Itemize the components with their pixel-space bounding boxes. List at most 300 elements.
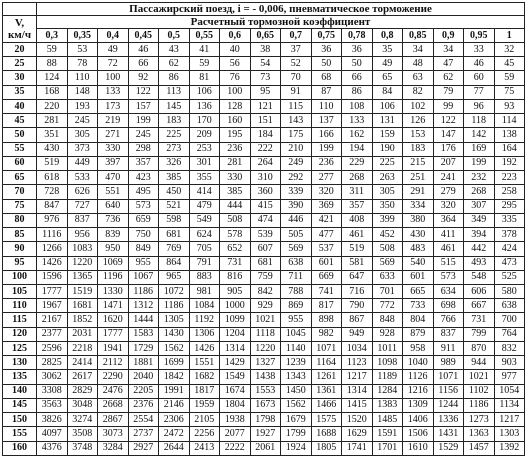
distance-cell: 394 [464,228,495,242]
distance-cell: 495 [128,185,159,199]
distance-cell: 168 [37,85,68,99]
distance-cell: 580 [494,284,525,298]
distance-cell: 1069 [98,256,129,270]
distance-cell: 102 [403,99,434,113]
distance-cell: 2167 [37,313,68,327]
distance-cell: 75 [494,85,525,99]
distance-cell: 569 [281,242,312,256]
distance-cell: 766 [433,313,464,327]
distance-cell: 700 [494,313,525,327]
distance-cell: 335 [494,213,525,227]
distance-cell: 1071 [433,370,464,384]
distance-cell: 1406 [403,413,434,427]
table-row [3,299,525,313]
coefficient-header: 0,8 [372,29,403,43]
distance-cell: 423 [128,171,159,185]
distance-cell: 837 [67,213,98,227]
distance-cell: 68 [311,71,342,85]
distance-cell: 3563 [37,398,68,412]
distance-cell: 799 [464,327,495,341]
distance-cell: 79 [433,85,464,99]
distance-cell: 3274 [67,413,98,427]
distance-cell: 133 [342,114,373,128]
distance-cell: 1596 [37,270,68,284]
distance-cell: 1309 [403,398,434,412]
distance-cell: 59 [37,43,68,57]
table-row [3,313,525,327]
distance-cell: 1040 [403,356,434,370]
distance-cell: 1284 [372,384,403,398]
distance-cell: 981 [189,284,220,298]
distance-cell: 449 [67,156,98,170]
distance-cell: 199 [311,142,342,156]
distance-cell: 1045 [281,327,312,341]
distance-cell: 470 [98,171,129,185]
distance-cell: 1186 [464,398,495,412]
distance-cell: 581 [342,256,373,270]
distance-cell: 100 [220,85,251,99]
distance-cell: 1426 [189,341,220,355]
distance-cell: 334 [403,199,434,213]
distance-cell: 220 [37,99,68,113]
distance-cell: 728 [37,185,68,199]
distance-cell: 832 [494,341,525,355]
speed-cell: 35 [3,85,37,99]
distance-cell: 249 [281,156,312,170]
distance-cell: 1083 [67,242,98,256]
distance-cell: 848 [372,313,403,327]
distance-cell: 142 [464,128,495,142]
distance-cell: 78 [67,57,98,71]
distance-cell: 741 [311,284,342,298]
speed-cell: 160 [3,441,37,455]
distance-cell: 1729 [128,341,159,355]
distance-cell: 493 [464,256,495,270]
distance-cell: 1682 [189,370,220,384]
table-row [3,128,525,142]
distance-cell: 477 [311,228,342,242]
distance-cell: 96 [464,99,495,113]
distance-cell: 2867 [98,413,129,427]
distance-cell: 1140 [281,341,312,355]
distance-cell: 1273 [464,413,495,427]
distance-cell: 1688 [311,427,342,441]
distance-cell: 2644 [159,441,190,455]
coefficient-group-header: Расчетный тормозной коэффициент [37,16,525,29]
distance-cell: 1553 [250,384,281,398]
distance-cell: 86 [342,85,373,99]
distance-cell: 49 [372,57,403,71]
speed-cell: 135 [3,370,37,384]
distance-cell: 772 [372,299,403,313]
distance-cell: 929 [250,299,281,313]
table-row [3,199,525,213]
speed-cell: 125 [3,341,37,355]
speed-cell: 145 [3,398,37,412]
distance-cell: 2205 [128,384,159,398]
distance-cell: 50 [342,57,373,71]
distance-cell: 62 [433,71,464,85]
distance-cell: 63 [403,71,434,85]
distance-cell: 508 [220,213,251,227]
distance-cell: 1054 [494,384,525,398]
distance-cell: 349 [464,213,495,227]
distance-cell: 638 [281,256,312,270]
distance-cell: 193 [67,99,98,113]
distance-cell: 263 [372,171,403,185]
distance-cell: 733 [403,299,434,313]
distance-cell: 1591 [372,427,403,441]
distance-cell: 474 [250,213,281,227]
distance-cell: 1196 [98,270,129,284]
table-row [3,242,525,256]
distance-cell: 1575 [311,413,342,427]
distance-cell: 151 [250,114,281,128]
distance-cell: 110 [67,71,98,85]
distance-cell: 2476 [98,384,129,398]
distance-cell: 2829 [67,384,98,398]
distance-cell: 106 [372,99,403,113]
distance-cell: 2146 [159,398,190,412]
distance-cell: 47 [433,57,464,71]
distance-cell: 49 [98,43,129,57]
speed-cell: 60 [3,156,37,170]
distance-cell: 369 [311,199,342,213]
distance-cell: 357 [128,156,159,170]
speed-cell: 75 [3,199,37,213]
distance-cell: 573 [128,199,159,213]
table-row [3,71,525,85]
speed-cell: 155 [3,427,37,441]
distance-cell: 41 [189,43,220,57]
distance-cell: 3826 [37,413,68,427]
distance-cell: 1011 [372,341,403,355]
distance-cell: 1192 [189,313,220,327]
distance-cell: 698 [433,299,464,313]
distance-cell: 298 [128,142,159,156]
distance-cell: 46 [464,57,495,71]
distance-cell: 549 [189,213,220,227]
distance-cell: 40 [220,43,251,57]
distance-cell: 1673 [250,398,281,412]
distance-cell: 37 [281,43,312,57]
table-row [3,427,525,441]
speed-column-header [3,16,37,43]
distance-cell: 870 [464,341,495,355]
distance-cell: 65 [372,71,403,85]
distance-cell: 2554 [128,413,159,427]
distance-cell: 1457 [464,441,495,455]
distance-cell: 944 [464,356,495,370]
distance-cell: 1186 [128,284,159,298]
distance-cell: 77 [464,85,495,99]
distance-cell: 1415 [342,398,373,412]
distance-cell: 339 [281,185,312,199]
distance-cell: 540 [403,256,434,270]
distance-cell: 1305 [159,313,190,327]
distance-cell: 268 [342,171,373,185]
table-row [3,228,525,242]
distance-cell: 385 [159,171,190,185]
distance-cell: 539 [250,228,281,242]
distance-cell: 1562 [281,398,312,412]
distance-cell: 1186 [159,299,190,313]
distance-cell: 320 [433,199,464,213]
distance-cell: 1244 [433,398,464,412]
distance-cell: 1681 [67,299,98,313]
distance-cell: 849 [128,242,159,256]
distance-cell: 1991 [159,384,190,398]
distance-cell: 295 [494,199,525,213]
distance-cell: 271 [98,128,129,142]
distance-cell: 1123 [342,356,373,370]
distance-cell: 647 [342,270,373,284]
speed-cell: 95 [3,256,37,270]
distance-cell: 2472 [159,427,190,441]
distance-cell: 110 [311,99,342,113]
distance-cell: 1551 [189,356,220,370]
speed-cell: 120 [3,327,37,341]
distance-cell: 50 [311,57,342,71]
speed-cell: 40 [3,99,37,113]
distance-cell: 253 [189,142,220,156]
distance-cell: 681 [250,256,281,270]
distance-cell: 928 [372,327,403,341]
distance-cell: 1118 [250,327,281,341]
distance-cell: 43 [159,43,190,57]
distance-cell: 788 [281,284,312,298]
table-row [3,398,525,412]
distance-cell: 1217 [494,413,525,427]
distance-cell: 461 [342,228,373,242]
distance-cell: 1116 [37,228,68,242]
table-row [3,114,525,128]
distance-cell: 281 [37,114,68,128]
table-row [3,99,525,113]
distance-cell: 133 [98,85,129,99]
table-row [3,370,525,384]
distance-cell: 292 [281,171,312,185]
distance-cell: 817 [311,299,342,313]
distance-cell: 430 [37,142,68,156]
distance-cell: 1674 [220,384,251,398]
table-row [3,142,525,156]
distance-cell: 1220 [250,341,281,355]
distance-cell: 184 [250,128,281,142]
distance-cell: 711 [281,270,312,284]
distance-cell: 640 [98,199,129,213]
distance-cell: 837 [433,327,464,341]
distance-cell: 45 [494,57,525,71]
distance-cell: 1699 [159,356,190,370]
distance-cell: 727 [67,199,98,213]
distance-cell: 305 [67,128,98,142]
distance-cell: 430 [403,228,434,242]
distance-cell: 273 [159,142,190,156]
distance-cell: 791 [189,256,220,270]
distance-cell: 982 [311,327,342,341]
distance-cell: 867 [342,313,373,327]
speed-cell: 55 [3,142,37,156]
distance-cell: 879 [403,327,434,341]
speed-cell: 130 [3,356,37,370]
distance-cell: 521 [159,199,190,213]
distance-cell: 483 [403,242,434,256]
speed-cell: 110 [3,299,37,313]
distance-cell: 357 [342,199,373,213]
coefficient-header: 0,4 [98,29,129,43]
distance-cell: 1620 [98,313,129,327]
distance-cell: 251 [403,171,434,185]
distance-cell: 847 [37,199,68,213]
distance-cell: 245 [67,114,98,128]
distance-cell: 1365 [67,270,98,284]
distance-cell: 199 [464,156,495,170]
distance-cell: 143 [281,114,312,128]
distance-cell: 113 [159,85,190,99]
distance-cell: 2668 [98,398,129,412]
distance-cell: 578 [220,228,251,242]
distance-cell: 533 [67,171,98,185]
speed-cell: 150 [3,413,37,427]
table-row [3,85,525,99]
distance-cell: 70 [281,71,312,85]
distance-cell: 88 [37,57,68,71]
distance-cell: 769 [159,242,190,256]
distance-cell: 1303 [494,427,525,441]
distance-cell: 911 [433,341,464,355]
distance-cell: 716 [342,284,373,298]
distance-cell: 225 [372,156,403,170]
distance-cell: 1102 [464,384,495,398]
distance-cell: 601 [311,256,342,270]
distance-cell: 3508 [67,427,98,441]
distance-cell: 36 [342,43,373,57]
coefficient-header: 1 [494,29,525,43]
distance-cell: 452 [372,228,403,242]
distance-cell: 1021 [250,313,281,327]
distance-cell: 1156 [433,384,464,398]
distance-cell: 633 [372,270,403,284]
speed-cell: 100 [3,270,37,284]
distance-cell: 364 [433,213,464,227]
distance-cell: 1312 [128,299,159,313]
distance-cell: 548 [464,270,495,284]
distance-cell: 1099 [220,313,251,327]
distance-cell: 3308 [37,384,68,398]
distance-cell: 415 [250,199,281,213]
distance-cell: 33 [464,43,495,57]
distance-cell: 1927 [250,427,281,441]
distance-cell: 949 [342,327,373,341]
distance-cell: 92 [128,71,159,85]
distance-cell: 414 [189,185,220,199]
speed-cell: 90 [3,242,37,256]
distance-cell: 573 [433,270,464,284]
distance-cell: 380 [403,213,434,227]
distance-cell: 137 [311,114,342,128]
distance-cell: 126 [403,114,434,128]
coefficient-header: 0,9 [433,29,464,43]
distance-cell: 1067 [128,270,159,284]
distance-cell: 82 [403,85,434,99]
distance-cell: 1817 [189,384,220,398]
distance-cell: 1881 [128,356,159,370]
distance-cell: 473 [494,256,525,270]
distance-cell: 624 [189,228,220,242]
distance-cell: 222 [250,142,281,156]
distance-cell: 53 [67,43,98,57]
distance-cell: 35 [372,43,403,57]
distance-cell: 330 [98,142,129,156]
distance-cell: 194 [342,142,373,156]
distance-cell: 955 [281,313,312,327]
speed-cell: 105 [3,284,37,298]
distance-cell: 1134 [494,398,525,412]
distance-cell: 76 [220,71,251,85]
distance-cell: 3748 [67,441,98,455]
distance-cell: 93 [494,99,525,113]
distance-cell: 1466 [311,398,342,412]
distance-cell: 1924 [281,441,312,455]
distance-cell: 124 [37,71,68,85]
distance-cell: 1798 [250,413,281,427]
distance-cell: 442 [464,242,495,256]
distance-cell: 1034 [342,341,373,355]
distance-cell: 1084 [189,299,220,313]
distance-cell: 618 [37,171,68,185]
distance-cell: 864 [159,256,190,270]
distance-cell: 424 [494,242,525,256]
distance-cell: 46 [128,43,159,57]
distance-cell: 34 [433,43,464,57]
distance-cell: 2061 [250,441,281,455]
distance-cell: 121 [250,99,281,113]
distance-cell: 38 [250,43,281,57]
distance-cell: 219 [98,114,129,128]
speed-cell: 20 [3,43,37,57]
distance-cell: 390 [281,199,312,213]
distance-cell: 1220 [67,256,98,270]
distance-cell: 1429 [220,356,251,370]
distance-cell: 2218 [67,341,98,355]
distance-cell: 1189 [372,370,403,384]
table-row [3,413,525,427]
distance-cell: 1266 [37,242,68,256]
distance-cell: 385 [220,185,251,199]
distance-cell: 326 [159,156,190,170]
distance-cell: 537 [311,242,342,256]
distance-cell: 54 [250,57,281,71]
distance-cell: 508 [372,242,403,256]
distance-cell: 955 [128,256,159,270]
distance-cell: 638 [494,299,525,313]
distance-cell: 245 [128,128,159,142]
distance-cell: 1562 [159,341,190,355]
distance-cell: 1805 [311,441,342,455]
speed-cell: 65 [3,171,37,185]
distance-cell: 59 [189,57,220,71]
table-row [3,270,525,284]
distance-cell: 1217 [342,370,373,384]
distance-cell: 148 [67,85,98,99]
distance-cell: 1000 [220,299,251,313]
distance-cell: 3048 [67,398,98,412]
distance-cell: 122 [433,114,464,128]
distance-cell: 626 [67,185,98,199]
distance-cell: 515 [433,256,464,270]
distance-cell: 1629 [342,427,373,441]
